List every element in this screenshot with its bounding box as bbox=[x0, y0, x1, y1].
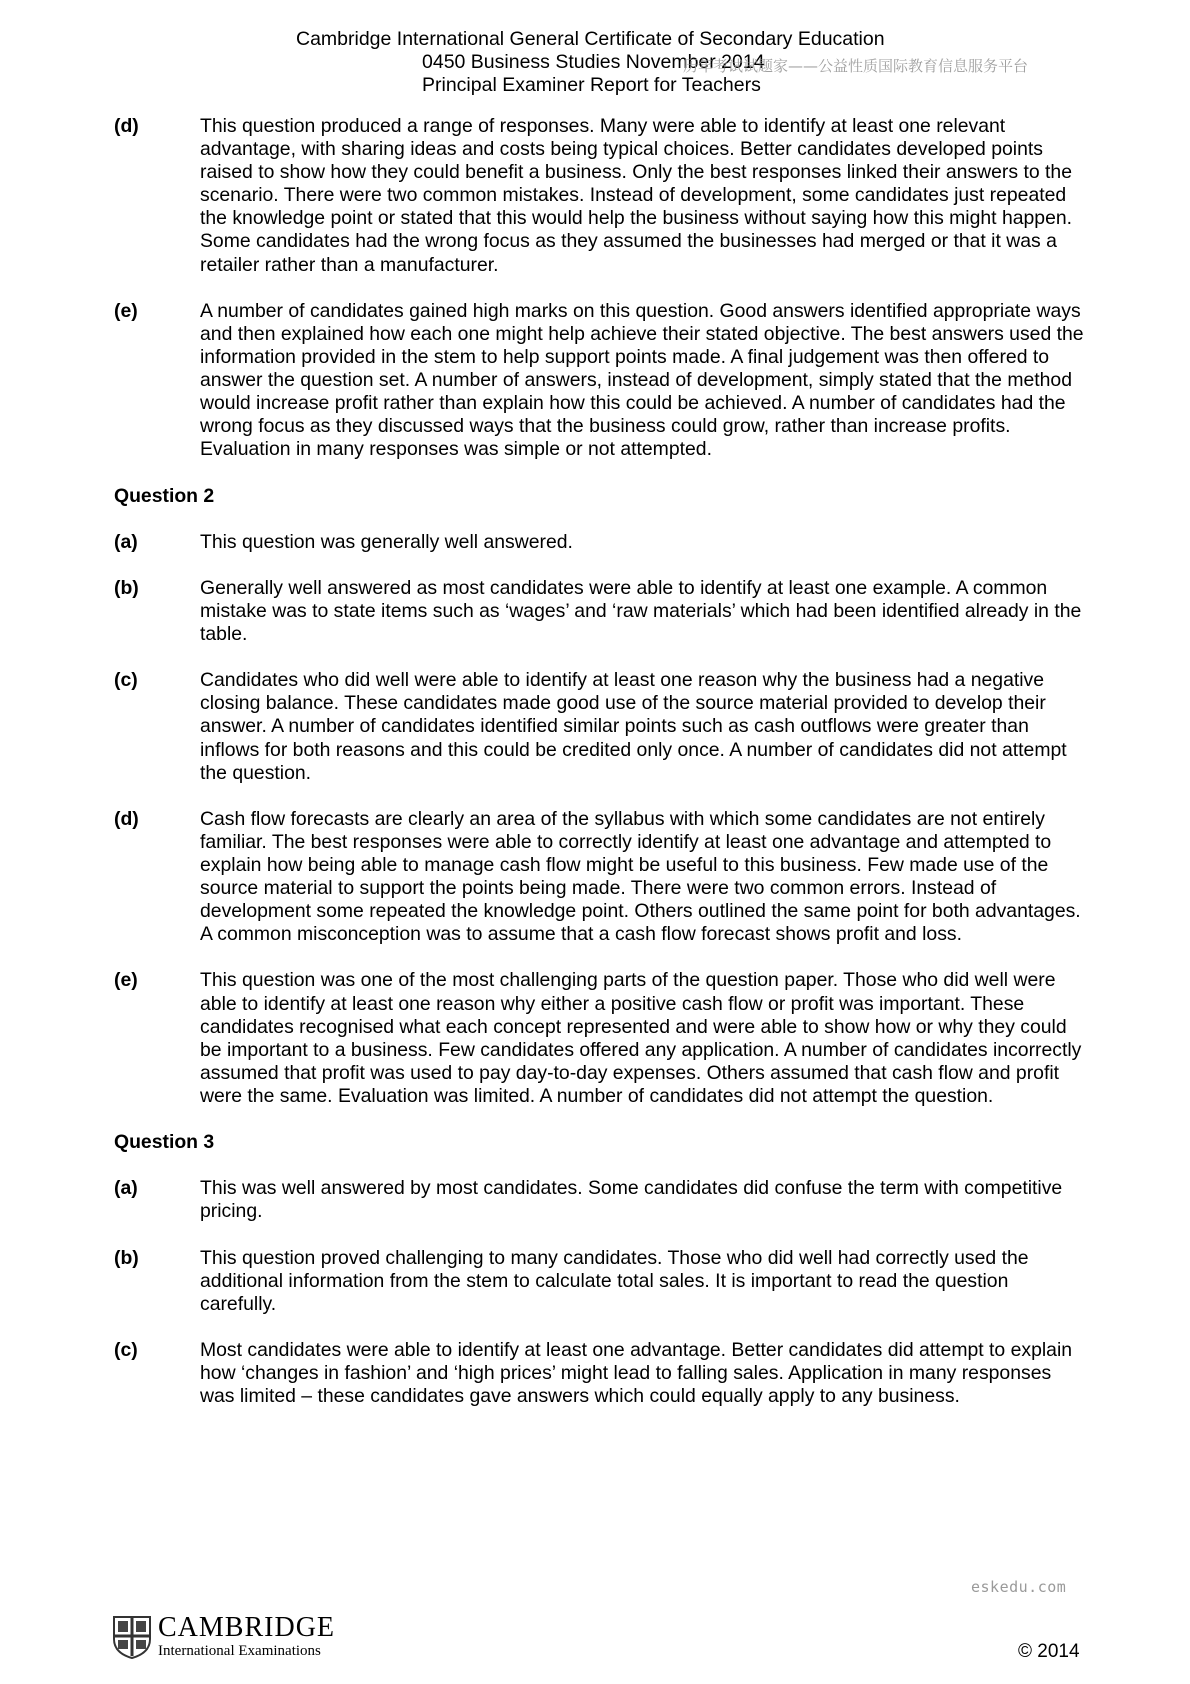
item-text: Most candidates were able to identify at least one advantage. Better candidates did attempt to explain how ‘changes in fashion’ and ‘high prices’ might lead to falling sales. Application in many responses was limited – these candidates gave answers which could equally apply to any business. bbox=[200, 1338, 1073, 1408]
item-text: Cash flow forecasts are clearly an area of the syllabus with which some candidates are not entirely familiar. The best responses were able to correctly identify at least one advantage and attempted to explain how being able to manage cash flow might be useful to this business. Few made use of the source material to support the points being made. There were two common errors. Instead of development some repeated the knowledge point. Others outlined the same point for both advantages. A common misconception was to assume that a cash flow forecast shows profit and loss. bbox=[200, 807, 1081, 946]
q1-item-e bbox=[114, 300, 1084, 462]
item-text: A number of candidates gained high marks on this question. Good answers identified appropriate ways and then explained how each one might help achieve their stated objective. The best answers used the information provided in the stem to help support points made. A final judgement was then offered to answer the question set. A number of answers, instead of development, simply stated that the method would increase profit rather than explain how this could be achieved. A number of candidates had the wrong focus as they discussed ways that the business could grow, rather than increase profits. Evaluation in many responses was simple or not attempted. bbox=[200, 299, 1084, 461]
item-label: (e) bbox=[114, 969, 138, 992]
q3-item-b bbox=[114, 1247, 1084, 1316]
item-text: This question produced a range of responses. Many were able to identify at least one relevant advantage, with sharing ideas and costs being typical choices. Better candidates developed points raised to show how they could benefit a business. Only the best responses linked their answers to the scenario. There were two common mistakes. Instead of development, some candidates just repeated the knowledge point or stated that this would help the business without saying how this might happen. Some candidates had the wrong focus as they assumed the businesses had merged or that it was a retailer rather than a manufacturer. bbox=[200, 115, 1073, 276]
cambridge-crest-icon bbox=[112, 1615, 152, 1659]
logo-subtitle: International Examinations bbox=[158, 1643, 321, 1659]
header-line-2: 0450 Business Studies November 2014 bbox=[422, 51, 765, 73]
report-body bbox=[114, 115, 1084, 1431]
q3-item-a bbox=[114, 1177, 1084, 1223]
q2-item-c bbox=[114, 669, 1084, 784]
q2-item-d bbox=[114, 808, 1084, 947]
header-watermark: 历年考试试题家——公益性质国际教育信息服务平台 bbox=[683, 57, 1029, 75]
q1-item-d bbox=[114, 115, 1084, 277]
header-line-3: Principal Examiner Report for Teachers bbox=[422, 74, 761, 96]
logo-wordmark: CAMBRIDGE bbox=[158, 1612, 336, 1643]
q3-item-c bbox=[114, 1339, 1084, 1408]
q2-item-e bbox=[114, 969, 1084, 1108]
item-label: (b) bbox=[114, 576, 139, 599]
question-3-heading: Question 3 bbox=[114, 1131, 215, 1154]
footer-watermark: eskedu.com bbox=[971, 1578, 1067, 1596]
item-label: (c) bbox=[114, 1338, 138, 1361]
item-label: (e) bbox=[114, 299, 138, 322]
item-label: (a) bbox=[114, 530, 138, 553]
item-label: (b) bbox=[114, 1246, 139, 1269]
item-label: (d) bbox=[114, 115, 139, 137]
question-2-heading: Question 2 bbox=[114, 484, 215, 507]
q2-item-b bbox=[114, 577, 1084, 646]
item-label: (c) bbox=[114, 669, 138, 692]
cambridge-logo bbox=[112, 1614, 335, 1660]
q2-item-a bbox=[114, 531, 1084, 554]
item-text: This question was one of the most challenging parts of the question paper. Those who did well were able to identify at least one reason why either a positive cash flow or profit was important. These candidates recognised what each concept represented and were able to show how or why they could be important to a business. Few candidates offered any application. A number of candidates incorrectly assumed that profit was used to pay day-to-day expenses. Others assumed that cash flow and profit were the same. Evaluation was limited. A number of candidates did not attempt the question. bbox=[200, 969, 1082, 1107]
item-label: (a) bbox=[114, 1177, 138, 1200]
item-text: Generally well answered as most candidates were able to identify at least one example. A common mistake was to state items such as ‘wages’ and ‘raw materials’ which had been identified already in the table. bbox=[200, 576, 1082, 646]
item-label: (d) bbox=[114, 807, 139, 830]
item-text: This question was generally well answered. bbox=[200, 530, 573, 553]
item-text: This question proved challenging to many candidates. Those who did well had correctly used the additional information from the stem to calculate total sales. It is important to read the question carefully. bbox=[200, 1246, 1029, 1315]
header-line-1: Cambridge International General Certificate of Secondary Education bbox=[296, 28, 885, 50]
copyright-notice: © 2014 bbox=[1018, 1641, 1080, 1662]
item-text: Candidates who did well were able to identify at least one reason why the business had a negative closing balance. These candidates made good use of the source material provided to develop their answer. A number of candidates identified similar points such as cash outflows were greater than inflows for both reasons and this could be credited only once. A number of candidates did not attempt the question. bbox=[200, 669, 1067, 784]
item-text: This was well answered by most candidates. Some candidates did confuse the term with competitive pricing. bbox=[200, 1177, 1063, 1223]
